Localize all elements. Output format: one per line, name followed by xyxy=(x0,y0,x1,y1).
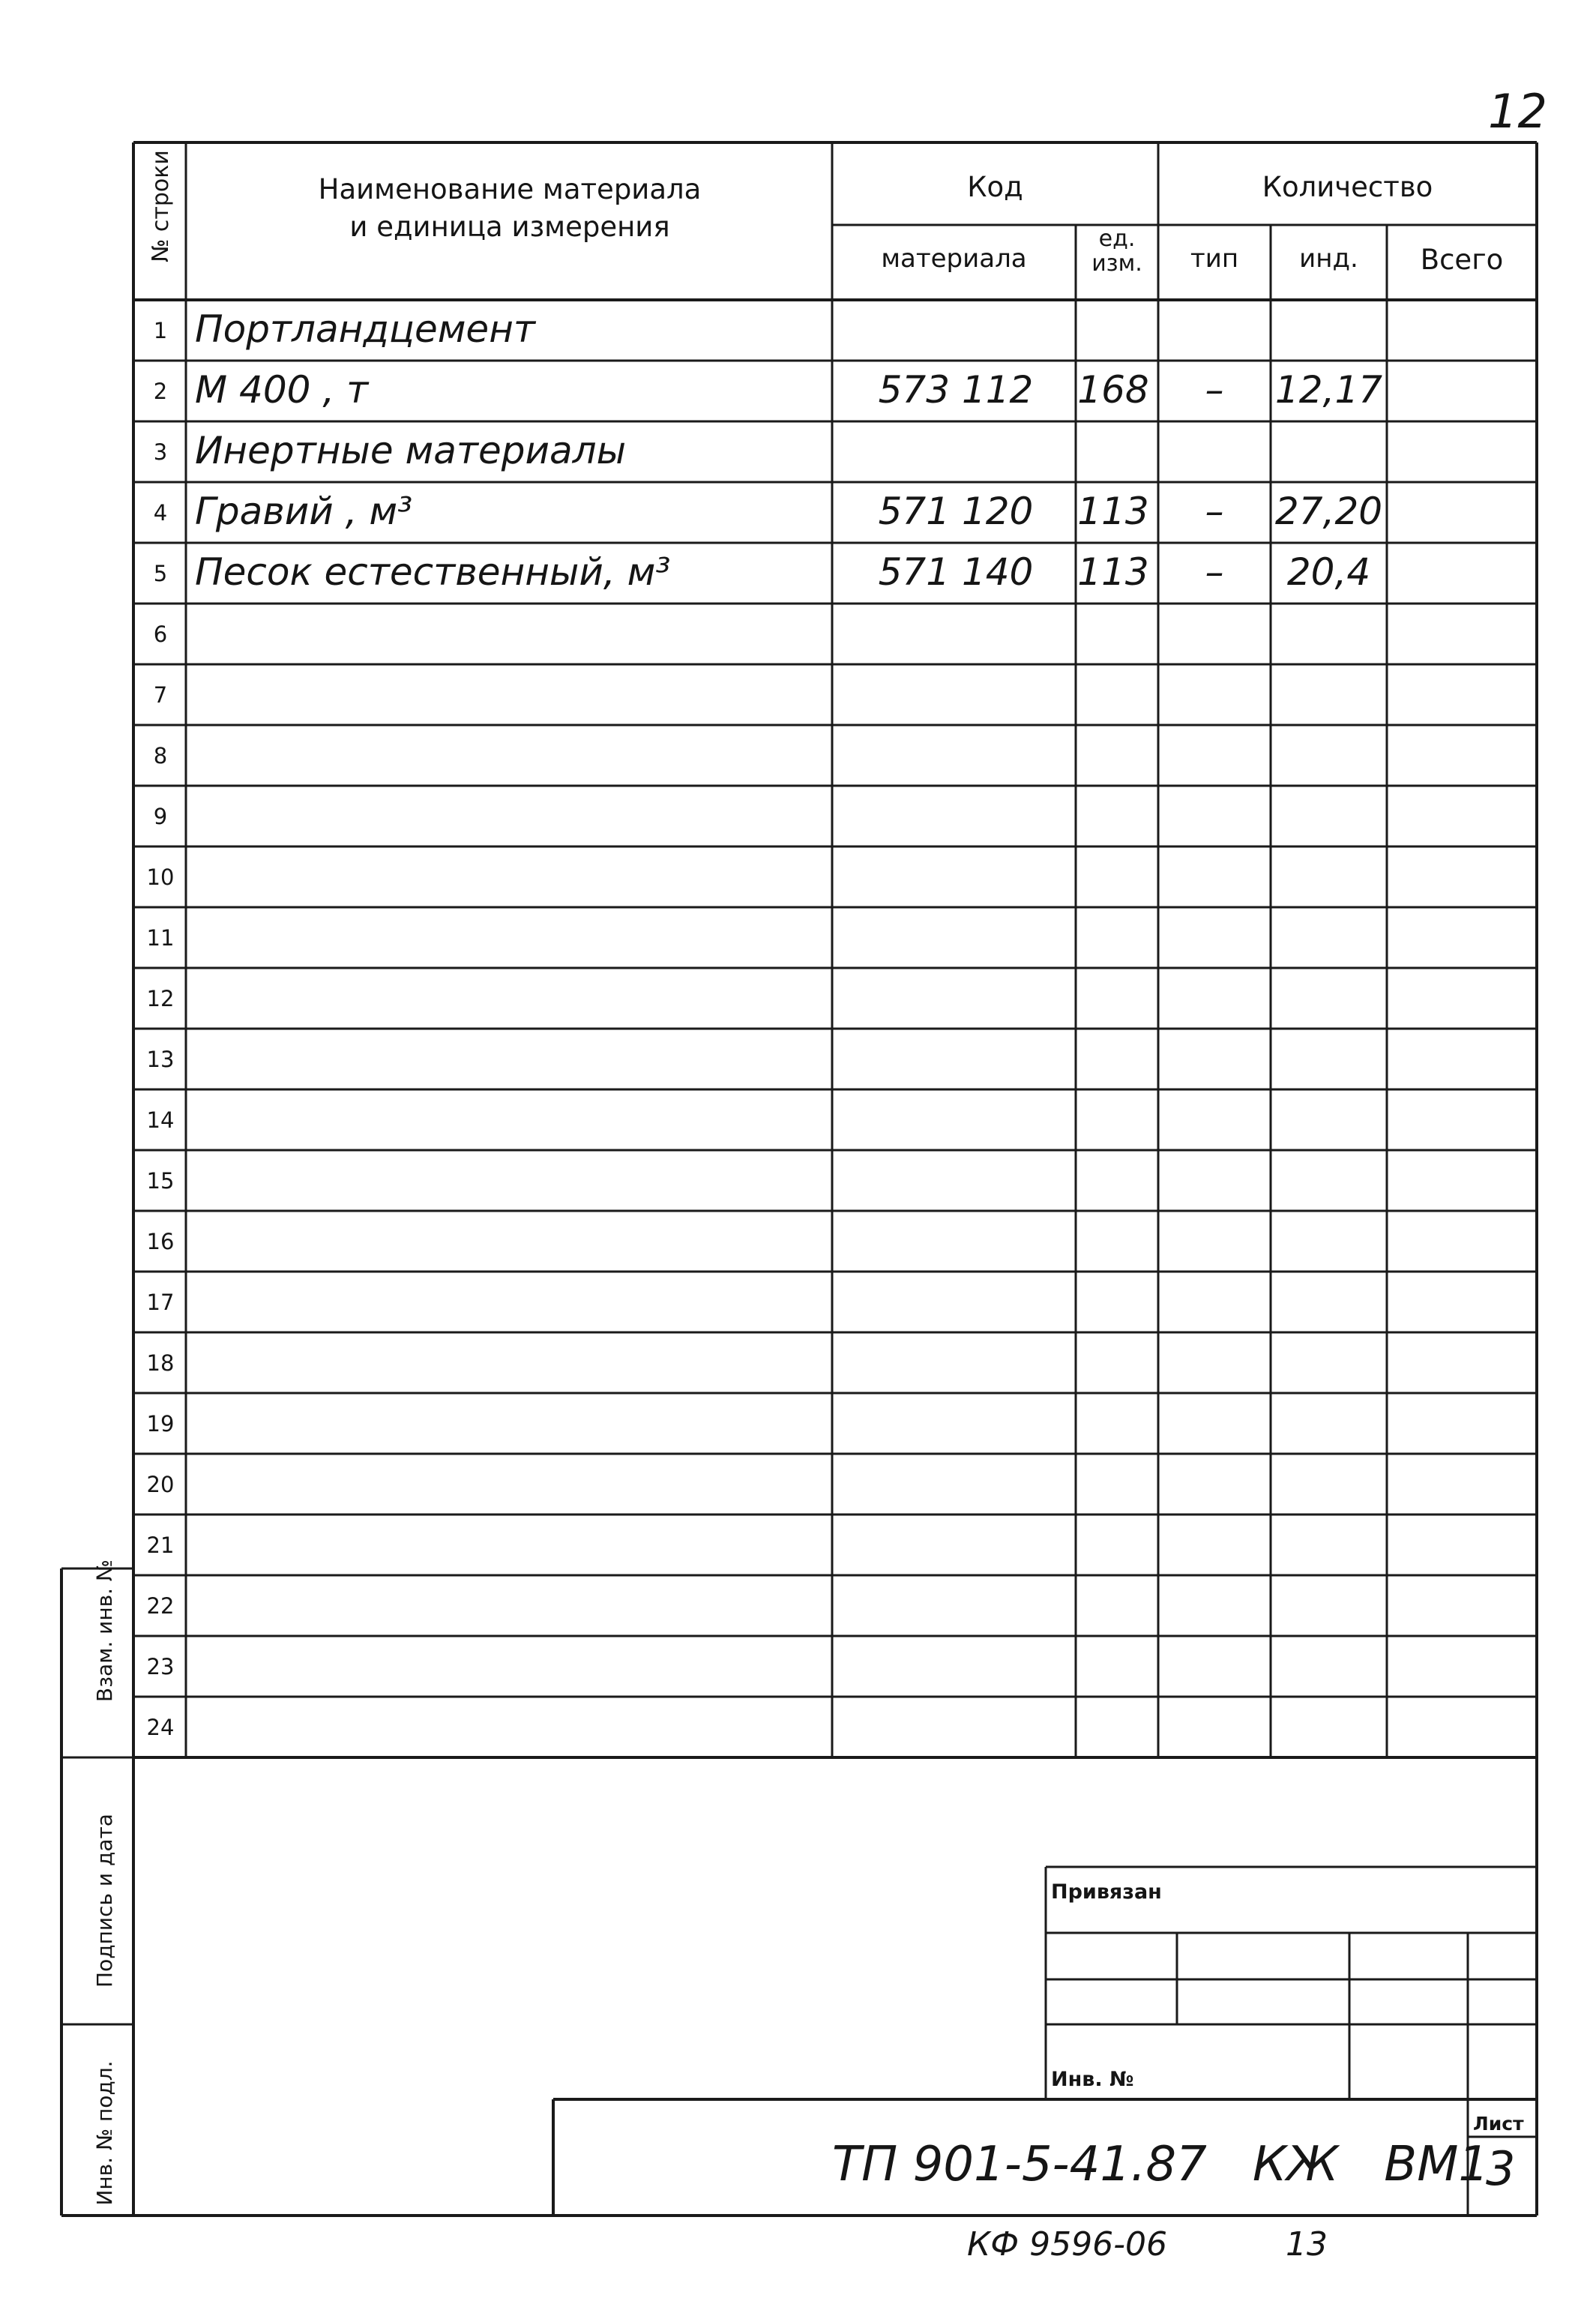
row-number: 12 xyxy=(146,986,175,1011)
row-number: 2 xyxy=(153,379,168,404)
header-name-line1: Наименование материала xyxy=(318,173,702,205)
cell-ind: 20,4 xyxy=(1286,550,1371,594)
row-number: 24 xyxy=(146,1715,175,1740)
header-quantity: Количество xyxy=(1262,171,1433,203)
row-number: 17 xyxy=(146,1290,175,1315)
row-number: 5 xyxy=(153,561,168,586)
title-list-label: Лист xyxy=(1473,2113,1524,2135)
cell-unit: 113 xyxy=(1077,550,1149,594)
cell-code: 571 140 xyxy=(878,550,1034,594)
row-number: 13 xyxy=(146,1047,175,1072)
side-label-inv-podl: Инв. № подл. xyxy=(92,2060,117,2206)
cell-ind: 12,17 xyxy=(1274,368,1383,412)
row-number: 10 xyxy=(146,864,175,890)
cell-ind: 27,20 xyxy=(1274,490,1383,533)
footer-number: 13 xyxy=(1286,2225,1328,2264)
header-name-line2: и единица измерения xyxy=(349,210,670,243)
cell-unit: 113 xyxy=(1077,490,1149,533)
cell-unit: 168 xyxy=(1077,368,1149,412)
title-designation: ТП 901-5-41.87 КЖ ВМ1 xyxy=(832,2137,1490,2192)
side-label-vzam-inv: Взам. инв. № xyxy=(92,1559,117,1703)
row-number: 19 xyxy=(146,1411,175,1437)
footer-stamp: КФ 9596-06 xyxy=(967,2225,1167,2264)
cell-name: Портландцемент xyxy=(195,307,536,351)
row-number: 15 xyxy=(146,1168,175,1194)
row-number: 7 xyxy=(153,682,168,708)
title-privyazan: Привязан xyxy=(1051,1880,1162,1904)
title-list-number: 3 xyxy=(1486,2141,1516,2196)
cell-name: М 400 , т xyxy=(195,368,369,412)
cell-name: Инертные материалы xyxy=(195,429,627,472)
header-qty-total: Всего xyxy=(1420,244,1504,276)
cell-code: 571 120 xyxy=(878,490,1034,533)
row-number: 18 xyxy=(146,1350,175,1376)
cell-code: 573 112 xyxy=(878,368,1034,412)
row-number: 14 xyxy=(146,1107,175,1133)
header-qty-type: тип xyxy=(1190,244,1239,274)
row-number: 9 xyxy=(153,804,168,829)
row-number: 1 xyxy=(153,318,168,343)
header-code-unit: ед. изм. xyxy=(1091,226,1142,277)
title-inv-no: Инв. № xyxy=(1051,2068,1134,2091)
row-number: 20 xyxy=(146,1472,175,1497)
row-number: 22 xyxy=(146,1593,175,1619)
page-number: 12 xyxy=(1488,84,1547,139)
header-qty-ind: инд. xyxy=(1299,244,1358,274)
cell-type: – xyxy=(1205,550,1224,594)
row-number: 23 xyxy=(146,1654,175,1679)
cell-name: Гравий , м³ xyxy=(195,490,413,533)
row-number: 3 xyxy=(153,439,168,465)
header-row-number: № строки xyxy=(148,150,174,262)
row-number: 4 xyxy=(153,500,168,526)
cell-type: – xyxy=(1205,368,1224,412)
cell-type: – xyxy=(1205,490,1224,533)
row-number: 21 xyxy=(146,1533,175,1558)
row-number: 8 xyxy=(153,743,168,768)
row-number: 16 xyxy=(146,1229,175,1254)
row-number: 6 xyxy=(153,622,168,647)
header-code-material: материала xyxy=(881,244,1027,274)
cell-name: Песок естественный, м³ xyxy=(195,550,671,594)
row-number: 11 xyxy=(146,925,175,951)
side-label-podpis-data: Подпись и дата xyxy=(92,1814,117,1988)
header-code: Код xyxy=(967,171,1023,203)
header-name xyxy=(187,171,832,246)
